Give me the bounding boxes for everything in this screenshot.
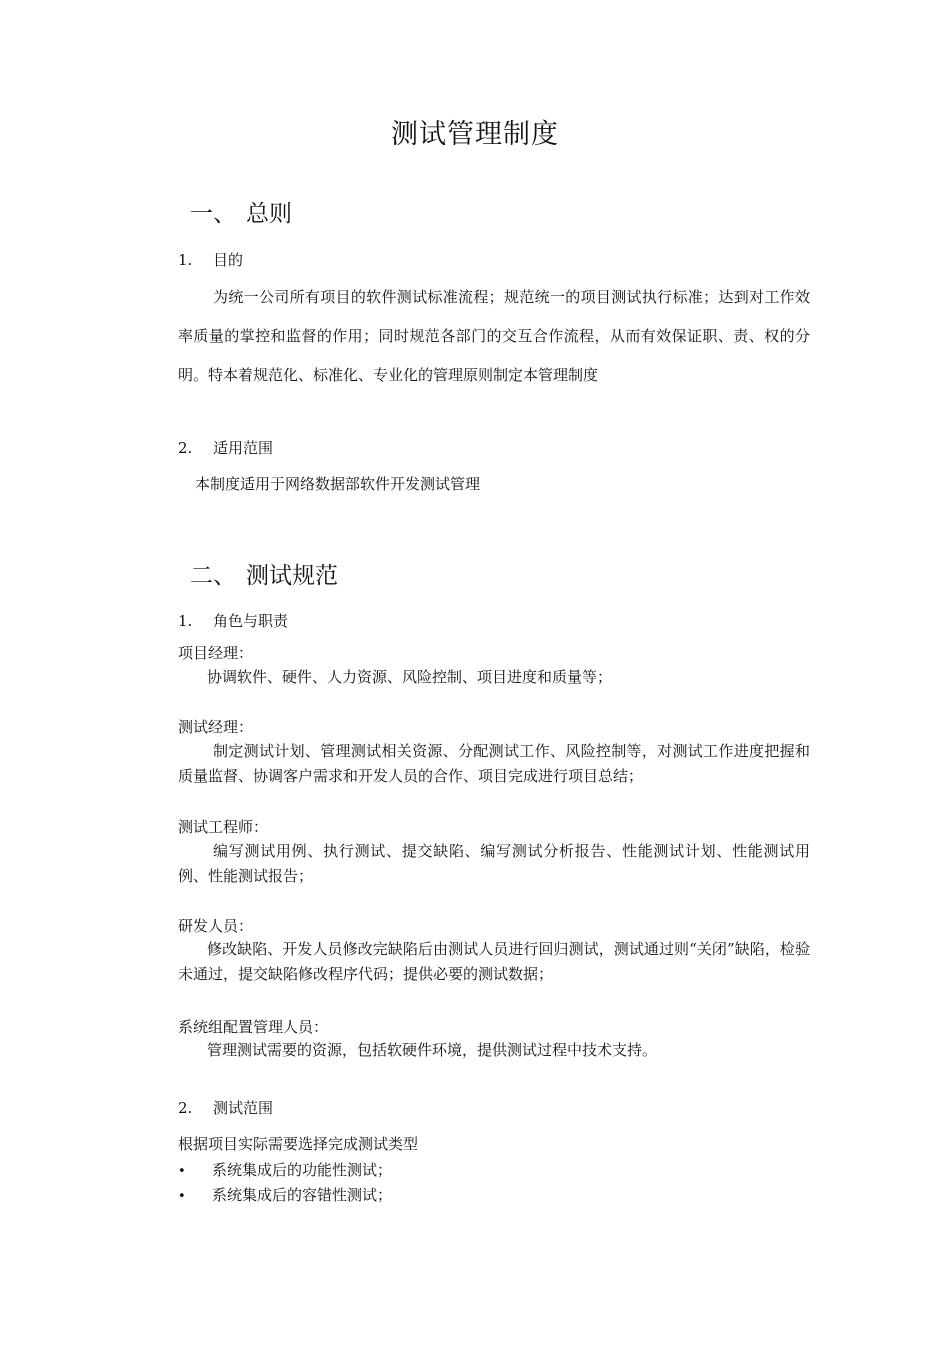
test-scope-intro: 根据项目实际需要选择完成测试类型 xyxy=(178,1135,419,1153)
role-text-developer: 修改缺陷、开发人员修改完缺陷后由测试人员进行回归测试，测试通过则“关闭”缺陷，检验未通过，提交缺陷修改程序代码；提供必要的测试数据； xyxy=(178,940,810,983)
role-text-test-engineer: 编写测试用例、执行测试、提交缺陷、编写测试分析报告、性能测试计划、性能测试用例、性能测试报告； xyxy=(178,842,810,885)
role-label-project-manager: 项目经理： xyxy=(178,644,254,662)
role-text-test-manager: 制定测试计划、管理测试相关资源、分配测试工作、风险控制等，对测试工作进度把握和质量监督、协调客户需求和开发人员的合作、项目完成进行项目总结； xyxy=(178,742,810,785)
scope-paragraph: 本制度适用于网络数据部软件开发测试管理 xyxy=(195,475,481,493)
subheading-number: 2. xyxy=(178,1099,193,1117)
role-text-project-manager: 协调软件、硬件、人力资源、风险控制、项目进度和质量等； xyxy=(207,668,613,686)
bullet-icon: • xyxy=(178,1164,186,1179)
list-item xyxy=(178,1183,392,1208)
section-number: 一、 xyxy=(190,201,236,227)
list-item xyxy=(178,1158,392,1183)
subheading-roles xyxy=(178,610,288,631)
subheading-title: 测试范围 xyxy=(213,1099,274,1117)
role-text-config-manager: 管理测试需要的资源，包括软硬件环境，提供测试过程中技术支持。 xyxy=(207,1041,658,1059)
role-label-test-engineer: 测试工程师： xyxy=(178,818,269,836)
test-type-list xyxy=(178,1158,392,1208)
section-heading-test-spec xyxy=(190,557,338,590)
purpose-paragraph: 为统一公司所有项目的软件测试标准流程；规范统一的项目测试执行标准；达到对工作效率质量的掌控和监督的作用；同时规范各部门的交互合作流程，从而有效保证职、责、权的分明。特本着规范化、标准化、专业化的管理原则制定本管理制度 xyxy=(178,288,810,384)
section-number: 二、 xyxy=(190,563,236,589)
bullet-icon: • xyxy=(178,1189,186,1204)
subheading-number: 1. xyxy=(178,251,193,269)
subheading-title: 适用范围 xyxy=(213,439,274,457)
subheading-test-scope xyxy=(178,1097,273,1118)
section-heading-general xyxy=(190,195,292,228)
subheading-title: 目的 xyxy=(213,251,244,269)
section-title: 测试规范 xyxy=(246,563,338,589)
list-item-text: 系统集成后的功能性测试； xyxy=(212,1161,393,1179)
role-label-developer: 研发人员： xyxy=(178,917,254,935)
list-item-text: 系统集成后的容错性测试； xyxy=(212,1186,393,1204)
role-label-test-manager: 测试经理： xyxy=(178,718,254,736)
role-label-config-manager: 系统组配置管理人员： xyxy=(178,1018,329,1036)
document-title: 测试管理制度 xyxy=(391,119,559,150)
subheading-number: 2. xyxy=(178,439,193,457)
subheading-number: 1. xyxy=(178,612,193,630)
section-title: 总则 xyxy=(246,201,292,227)
subheading-purpose xyxy=(178,249,243,270)
subheading-scope xyxy=(178,437,273,458)
subheading-title: 角色与职责 xyxy=(213,612,289,630)
